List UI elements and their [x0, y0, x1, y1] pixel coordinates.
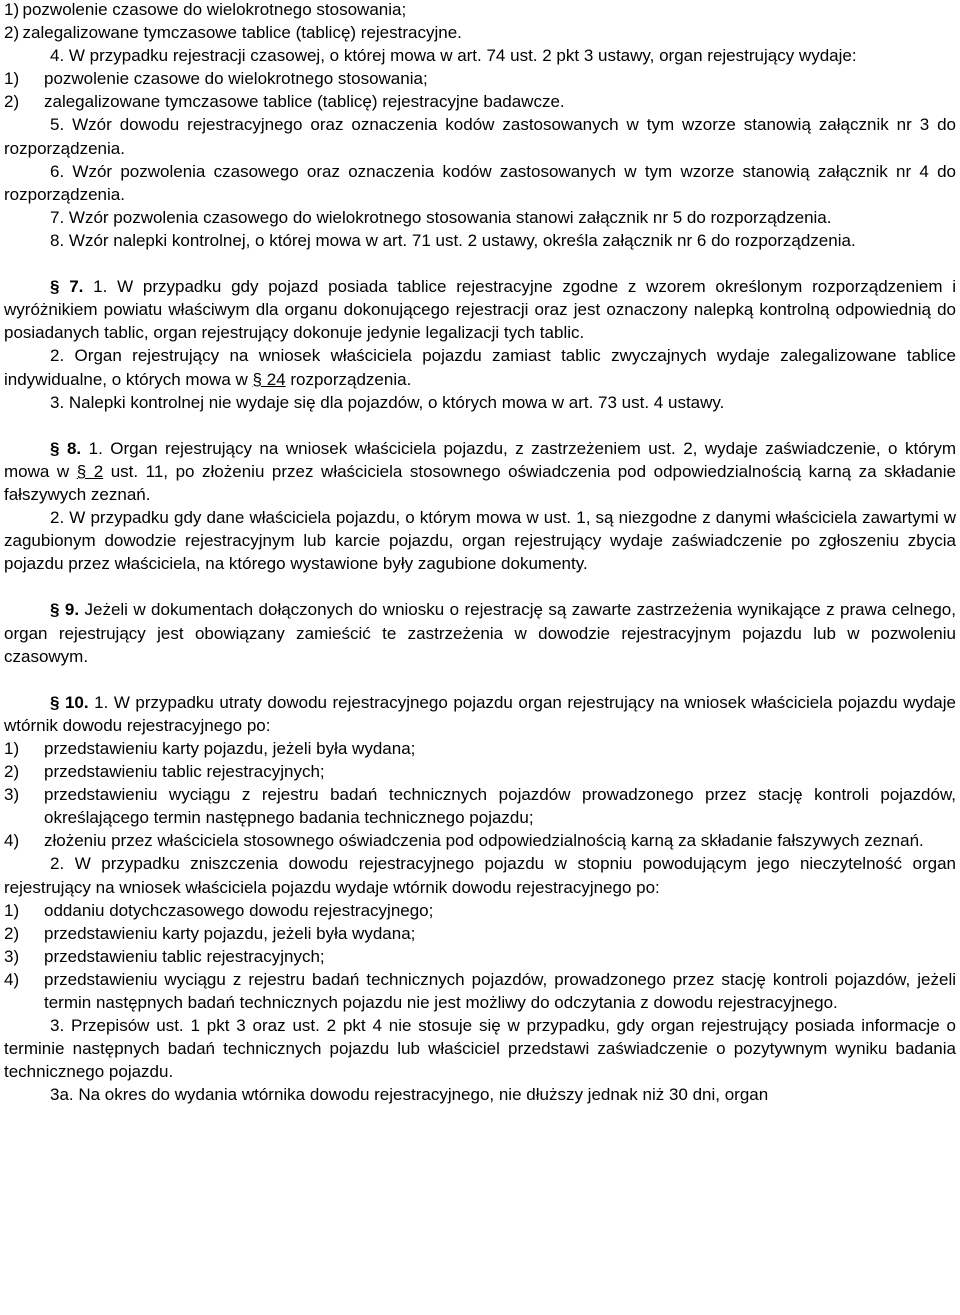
list-item [4, 968, 956, 1014]
list-item [4, 760, 956, 783]
list-number: 3) [4, 785, 20, 805]
list-item [4, 737, 956, 760]
list-item [4, 945, 956, 968]
list-text: złożeniu przez właściciela stosownego oświadczenia pod odpowiedzialnością karną za składanie fałszywych zeznań. [44, 831, 924, 851]
numbered-list [4, 737, 956, 852]
list-item [4, 90, 956, 113]
section-7-paragraph-1: § 7. 1. W przypadku gdy pojazd posiada tablice rejestracyjne zgodne z wzorem określonym rozporządzeniem i wyróżnikiem powiatu właściwym dla organu dokonującego rejestracji oraz jest oznaczony nalepką kontrolną odpowiednią do posiadanych tablic, organ rejestrujący dokonuje jedynie legalizacji tych tablic. [4, 277, 957, 343]
list-text: oddaniu dotychczasowego dowodu rejestracyjnego; [44, 900, 434, 920]
list-text: przedstawieniu karty pojazdu, jeżeli była wydana; [44, 739, 416, 758]
paragraph: 7. Wzór pozwolenia czasowego do wielokrotnego stosowania stanowi załącznik nr 5 do rozporządzenia. [50, 207, 832, 227]
list-text: przedstawieniu tablic rejestracyjnych; [44, 946, 325, 966]
list-item: 2) zalegalizowane tymczasowe tablice (tablicę) rejestracyjne. [4, 23, 462, 43]
numbered-list [4, 899, 956, 1014]
paragraph: 5. Wzór dowodu rejestracyjnego oraz oznaczenia kodów zastosowanych w tym wzorze stanowią załącznik nr 3 do rozporządzenia. [4, 115, 956, 158]
list-item [4, 899, 956, 922]
list-number: 4) [4, 831, 20, 851]
paragraph: 8. Wzór nalepki kontrolnej, o której mowa w art. 71 ust. 2 ustawy, określa załącznik nr 6 do rozporządzenia. [50, 230, 856, 250]
list-text: pozwolenie czasowe do wielokrotnego stosowania; [44, 69, 428, 89]
section-heading: § 8. [50, 438, 82, 458]
list-number: 3) [4, 946, 20, 966]
list-item: 1) pozwolenie czasowe do wielokrotnego stosowania; [4, 0, 407, 19]
list-text: przedstawieniu karty pojazdu, jeżeli była wydana; [44, 923, 416, 943]
section-8-paragraph-2: 2. W przypadku gdy dane właściciela pojazdu, o którym mowa w ust. 1, są niezgodne z danymi właściciela zawartymi w zagubionym dowodzie rejestracyjnym lub karcie pojazdu, organ rejestrujący wydaje zaświadczenie po zgłoszeniu zbycia pojazdu przez właściciela, na którego wystawione były zagubione dokumenty. [4, 508, 956, 574]
section-7-paragraph-3: 3. Nalepki kontrolnej nie wydaje się dla pojazdów, o których mowa w art. 73 ust. 4 ustawy. [50, 392, 725, 412]
section-10-paragraph-3: 3. Przepisów ust. 1 pkt 3 oraz ust. 2 pkt 4 nie stosuje się w przypadku, gdy organ rejestrujący posiada informacje o terminie następnych badań technicznych pojazdu lub właściciel przedstawi zaświadczenie o pozytywnym wyniku badania technicznego pojazdu. [4, 1016, 956, 1082]
list-number: 1) [4, 900, 20, 920]
list-number: 2) [4, 762, 20, 782]
section-9-paragraph: § 9. Jeżeli w dokumentach dołączonych do wniosku o rejestrację są zawarte zastrzeżenia wynikające z prawa celnego, organ rejestrujący jest obowiązany zamieścić te zastrzeżenia w dowodzie rejestracyjnym pojazdu lub w pozwoleniu czasowym. [4, 600, 956, 666]
paragraph: 6. Wzór pozwolenia czasowego oraz oznaczenia kodów zastosowanych w tym wzorze stanowią załącznik nr 4 do rozporządzenia. [4, 161, 956, 204]
list-item [4, 67, 956, 90]
section-10-paragraph-3a: 3a. Na okres do wydania wtórnika dowodu rejestracyjnego, nie dłuższy jednak niż 30 dni, organ [50, 1085, 769, 1105]
list-text: zalegalizowane tymczasowe tablice (tablicę) rejestracyjne badawcze. [44, 92, 565, 112]
section-heading: § 7. [50, 277, 84, 297]
list-text: przedstawieniu wyciągu z rejestru badań technicznych pojazdów prowadzonego przez stację kontroli pojazdów, określającego termin następnego badania technicznego pojazdu; [44, 785, 956, 828]
list-number: 2) [4, 92, 20, 112]
list-number: 4) [4, 969, 20, 989]
section-10-paragraph-2: 2. W przypadku zniszczenia dowodu rejestracyjnego pojazdu w stopniu powodującym jego nieczytelność organ rejestrujący na wniosek właściciela pojazdu wydaje wtórnik dowodu rejestracyjnego po: [4, 854, 956, 897]
list-item [4, 922, 956, 945]
list-text: przedstawieniu wyciągu z rejestru badań technicznych pojazdów, prowadzonego przez stację kontroli pojazdów, jeżeli termin następnych badań technicznych pojazdu nie jest możliwy do odczytania z dowodu rejestracyjnego. [44, 969, 956, 1013]
paragraph: 4. W przypadku rejestracji czasowej, o której mowa w art. 74 ust. 2 pkt 3 ustawy, organ rejestrujący wydaje: [50, 46, 857, 66]
list-number: 1) [4, 69, 20, 89]
list-number: 2) [4, 923, 20, 943]
list-number: 1) [4, 739, 20, 758]
list-item [4, 829, 956, 852]
section-reference-link[interactable]: § 24 [252, 369, 286, 389]
list-item [4, 783, 956, 829]
section-7-paragraph-2: 2. Organ rejestrujący na wniosek właściciela pojazdu zamiast tablic zwyczajnych wydaje zalegalizowane tablice indywidualne, o których mowa w § 24 rozporządzenia. [4, 346, 956, 389]
section-reference-link[interactable]: § 2 [76, 461, 104, 481]
section-10-paragraph-1: § 10. 1. W przypadku utraty dowodu rejestracyjnego pojazdu organ rejestrujący na wniosek właściciela pojazdu wydaje wtórnik dowodu rejestracyjnego po: [4, 692, 956, 735]
list-text: przedstawieniu tablic rejestracyjnych; [44, 762, 325, 782]
section-8-paragraph-1: § 8. 1. Organ rejestrujący na wniosek właściciela pojazdu, z zastrzeżeniem ust. 2, wydaje zaświadczenie, o którym mowa w § 2 ust. 11, po złożeniu przez właściciela stosownego oświadczenia pod odpowiedzialnością karną za składanie fałszywych zeznań. [4, 438, 956, 504]
section-heading: § 10. [50, 692, 89, 712]
section-heading: § 9. [50, 600, 80, 620]
